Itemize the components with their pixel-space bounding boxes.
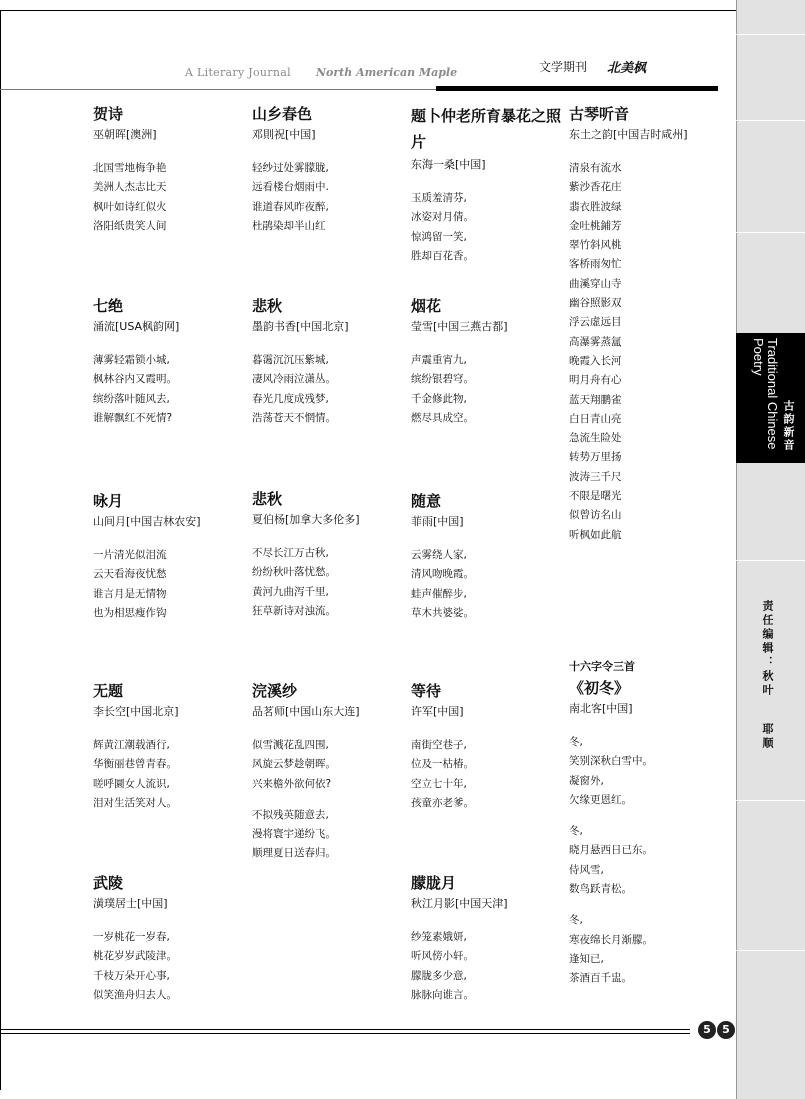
poem-author: 品茗师[中国山东大连] — [252, 705, 360, 718]
poem-line: 谁道春风昨夜醉, — [252, 200, 329, 213]
poem-line: 缤纷落叶随风去, — [93, 392, 170, 405]
poem-author: 涌流[USA枫韵网] — [93, 320, 180, 333]
stanza-gap — [252, 794, 412, 806]
poem-line: 狂草新诗对浊流。 — [252, 604, 336, 617]
poem-line: 燃尽具成空。 — [411, 411, 474, 424]
poem-line: 似曾访名山 — [569, 509, 622, 522]
poem — [252, 488, 412, 621]
page-frame-left — [0, 10, 1, 1090]
sidebar-divider — [736, 120, 805, 121]
editor-name: 耶顺 — [761, 722, 774, 751]
poem-author: 夏伯杨[加拿大多伦多] — [252, 513, 360, 526]
poem-line: 辉黄江潮载酒行, — [93, 739, 170, 751]
footer-rule — [0, 1029, 690, 1030]
page-frame-top — [0, 10, 736, 11]
poem-line: 谁解飘红不死情? — [93, 411, 173, 424]
sidebar-divider — [736, 800, 805, 801]
poem-author: 秋江月影[中国天津] — [411, 897, 508, 910]
poem-line: 笑别深秋白雪中。 — [569, 755, 653, 768]
poem-line: 蛙声催醉步, — [411, 587, 467, 600]
poem-line: 枫叶如诗红似火 — [93, 200, 167, 213]
poem-author: 许军[中国] — [411, 705, 464, 718]
page-header — [0, 50, 736, 100]
poem-line: 枫林谷内又霞明。 — [93, 373, 177, 386]
poem-author: 菲雨[中国] — [411, 515, 464, 528]
poem-line: 欠缘更恩红。 — [569, 793, 632, 806]
poem-line: 逢知已, — [569, 952, 604, 965]
sidebar-divider — [736, 34, 805, 35]
poem-title: 悲秋 — [252, 297, 283, 315]
page-number-digit: 5 — [717, 1021, 735, 1039]
poem-line: 金吐桃鋪芳 — [569, 219, 622, 232]
poem-line: 空立七十年, — [411, 777, 467, 790]
poem-title: 随意 — [411, 492, 442, 510]
poem-title: 十六字令三首 — [569, 660, 635, 673]
poem-line: 春光几度成残梦, — [252, 392, 329, 405]
poem-line: 风旋云梦趁朝晖。 — [252, 758, 336, 771]
poem-line: 华衡丽巷曾青春。 — [93, 758, 177, 771]
poem-line: 南街空巷子, — [411, 739, 467, 751]
poem-title: 贺诗 — [93, 105, 124, 123]
poem-line: 云天看海夜忧愁 — [93, 568, 167, 581]
poem-line: 高瀑雾蒸氲 — [569, 335, 622, 348]
sidebar-divider — [736, 950, 805, 951]
poem-line: 不限是曙光 — [569, 490, 622, 503]
poem-line: 晓月悬西日已东。 — [569, 844, 653, 857]
poem-line: 冬, — [569, 736, 583, 748]
sidebar-border — [736, 0, 737, 1099]
poem — [569, 657, 729, 989]
poem-line: 嗟呼圜女人流识, — [93, 777, 170, 790]
poem-author: 东土之韵[中国吉时咸州] — [569, 128, 688, 141]
poem-title: 古琴听音 — [569, 105, 630, 123]
poem-author: 巫朝晖[澳洲] — [93, 128, 157, 141]
sidebar-divider — [736, 232, 805, 233]
poem — [93, 680, 253, 813]
poem-line: 千枝万朵开心事, — [93, 969, 170, 982]
poem-line: 泪对生活笑对人。 — [93, 796, 177, 809]
stanza-gap — [569, 899, 729, 911]
journal-name-cn: 文学期刊 — [539, 60, 588, 74]
poem — [411, 295, 571, 428]
poem — [411, 490, 571, 623]
poem — [252, 680, 412, 864]
poem-author: 邓則祝[中国] — [252, 128, 316, 141]
poem-line: 数鸟跃青松。 — [569, 883, 632, 896]
poem-line: 冬, — [569, 914, 583, 927]
poem-line: 桃花岁岁武陵津。 — [93, 950, 177, 963]
poem-line: 浮云虚远目 — [569, 316, 622, 329]
poem — [569, 103, 729, 545]
poem-line: 北国雪地梅争艳 — [93, 162, 167, 174]
poem-line: 凝窗外, — [569, 774, 604, 787]
sidebar-divider — [736, 560, 805, 561]
poem-line: 一片清光似泪流 — [93, 549, 167, 561]
poem-line: 漫将寰宇递纷飞。 — [252, 828, 336, 841]
poem-line: 美洲人杰志比天 — [93, 181, 167, 194]
poem-line: 紫沙香花庄 — [569, 181, 622, 194]
journal-name-en: A Literary Journal — [185, 66, 291, 79]
poem — [411, 103, 566, 266]
poem — [411, 872, 571, 1005]
poem — [93, 872, 253, 1005]
poem-line: 惊鸿留一笑, — [411, 230, 467, 243]
poem-line: 听枫如此航 — [569, 528, 622, 541]
header-rule-thick — [436, 86, 718, 91]
poem-author: 潢璞居士[中国] — [93, 897, 168, 910]
poem-title: 题卜仲老所育暴花之照片 — [411, 107, 562, 151]
poem-author: 莹雪[中国三燕古都] — [411, 320, 508, 333]
poem — [411, 680, 571, 813]
poem-line: 也为相思瘦作钩 — [93, 606, 167, 619]
poem-line: 白日青山亮 — [569, 412, 622, 425]
header-rule-thin — [0, 89, 436, 90]
poem-line: 冰姿对月倩。 — [411, 211, 474, 224]
poem-line: 云雾绕人家, — [411, 549, 467, 561]
poem-line: 幽谷照影双 — [569, 297, 622, 310]
poem-line: 孩童亦老爹。 — [411, 796, 474, 809]
sidebar — [736, 0, 805, 1099]
poem-title: 浣溪纱 — [252, 682, 298, 700]
poem-line: 洛阳纸贵笑人间 — [93, 219, 167, 232]
section-title-en: Traditional Chinese Poetry — [751, 338, 780, 450]
poem — [93, 490, 253, 623]
poem-line: 顺理夏日送春归。 — [252, 847, 336, 860]
poem-line: 客桥雨匆忙 — [569, 258, 622, 271]
poem-line: 晚霞入长河 — [569, 354, 622, 367]
poem-line: 波涛三千尺 — [569, 470, 622, 483]
poem-line: 草木共婆娑。 — [411, 606, 474, 619]
poem-line: 薄雾轻霜锁小城, — [93, 354, 170, 366]
poem-line: 纷纷秋叶落忧愁。 — [252, 566, 336, 579]
poem-line: 不拟残英随意去, — [252, 808, 329, 821]
poem-title: 朦胧月 — [411, 874, 457, 892]
poem-line: 位及一枯椿。 — [411, 758, 474, 771]
poem-title: 七绝 — [93, 297, 124, 315]
poem-line: 茶酒百千盅。 — [569, 972, 632, 985]
poem — [252, 103, 412, 236]
page-number-digit: 5 — [698, 1021, 716, 1039]
poem-title: 咏月 — [93, 492, 124, 510]
poem-line: 脉脉向谁言。 — [411, 988, 474, 1001]
poem — [252, 295, 412, 428]
poem-line: 不尽长江万古秋, — [252, 547, 329, 559]
editor-label: 责任编辑：秋叶 — [761, 600, 774, 698]
poem-line: 暮霭沉沉压紫城, — [252, 354, 329, 366]
poem-line: 黄河九曲泻千里, — [252, 585, 329, 598]
poem-author: 南北客[中国] — [569, 702, 633, 715]
poem — [93, 103, 253, 236]
poem-title: 悲秋 — [252, 490, 283, 508]
poem-line: 玉质羞清芬, — [411, 192, 467, 204]
poem-line: 侍风雪, — [569, 863, 604, 876]
poem-line: 寒夜绵长月渐朦。 — [569, 933, 653, 946]
stanza-gap — [569, 810, 729, 822]
section-title-cn: 古韵新音 — [782, 400, 795, 452]
poem-author: 墨韵书香[中国北京] — [252, 320, 349, 333]
poem-line: 胜却百花香。 — [411, 249, 474, 262]
poem-line: 远看楼台烟雨中. — [252, 181, 329, 194]
poem-line: 清泉有流水 — [569, 162, 622, 174]
journal-name-en-italic: North American Maple — [316, 66, 458, 79]
footer-rule-thin — [0, 1033, 690, 1034]
poem-author: 山间月[中国吉林农安] — [93, 515, 201, 528]
poem-author: 李长空[中国北京] — [93, 705, 179, 718]
poem-line: 似雪溅花乱四围, — [252, 739, 329, 751]
poem-line: 朦胧多少意, — [411, 969, 467, 982]
poem-line: 兴来檐外欲何依? — [252, 777, 332, 790]
poem-line: 蓝天翔鹏雀 — [569, 393, 622, 406]
poem-line: 急流生险处 — [569, 432, 622, 445]
poem-line: 一岁桃花一岁春, — [93, 931, 170, 943]
poem-line: 曲溪穿山寺 — [569, 277, 622, 290]
editor-credit — [757, 600, 777, 751]
poem-title: 等待 — [411, 682, 442, 700]
poem-line: 明月舟有心 — [569, 374, 622, 387]
poem-title: 山乡春色 — [252, 105, 313, 123]
poem-line: 千金修此物, — [411, 392, 467, 405]
poem-line: 清风吻晚霞。 — [411, 568, 474, 581]
poem-line: 似笑渔舟归去人。 — [93, 988, 177, 1001]
poem-line: 听风傍小轩。 — [411, 950, 474, 963]
journal-name-cn-bold: 北美枫 — [607, 61, 647, 76]
poem — [93, 295, 253, 428]
poem-line: 纱笼素娥妍, — [411, 931, 467, 943]
poem-line: 翠竹斜风桃 — [569, 239, 622, 252]
poem-title: 武陵 — [93, 874, 124, 892]
poem-line: 轻纱过处雾朦胧, — [252, 162, 329, 174]
poem-line: 杜鹃染却半山红 — [252, 219, 326, 232]
poem-line: 翡衣胜波绿 — [569, 200, 622, 213]
poem-line: 浩荡苍天不惘情。 — [252, 411, 336, 424]
poem-title: 烟花 — [411, 297, 442, 315]
poem-line: 凄风冷雨泣潇丛。 — [252, 373, 336, 386]
poem-line: 冬, — [569, 825, 583, 838]
poem-line: 声震重宵九, — [411, 354, 467, 366]
poem-line: 谁言月是无情物 — [93, 587, 167, 600]
poem-title: 无题 — [93, 682, 124, 700]
poem-line: 缤纷银碧穹。 — [411, 373, 474, 386]
poem-author: 东海一桑[中国] — [411, 158, 486, 171]
poem-subtitle: 《初冬》 — [569, 679, 630, 697]
poem-line: 转势万里扬 — [569, 451, 622, 464]
